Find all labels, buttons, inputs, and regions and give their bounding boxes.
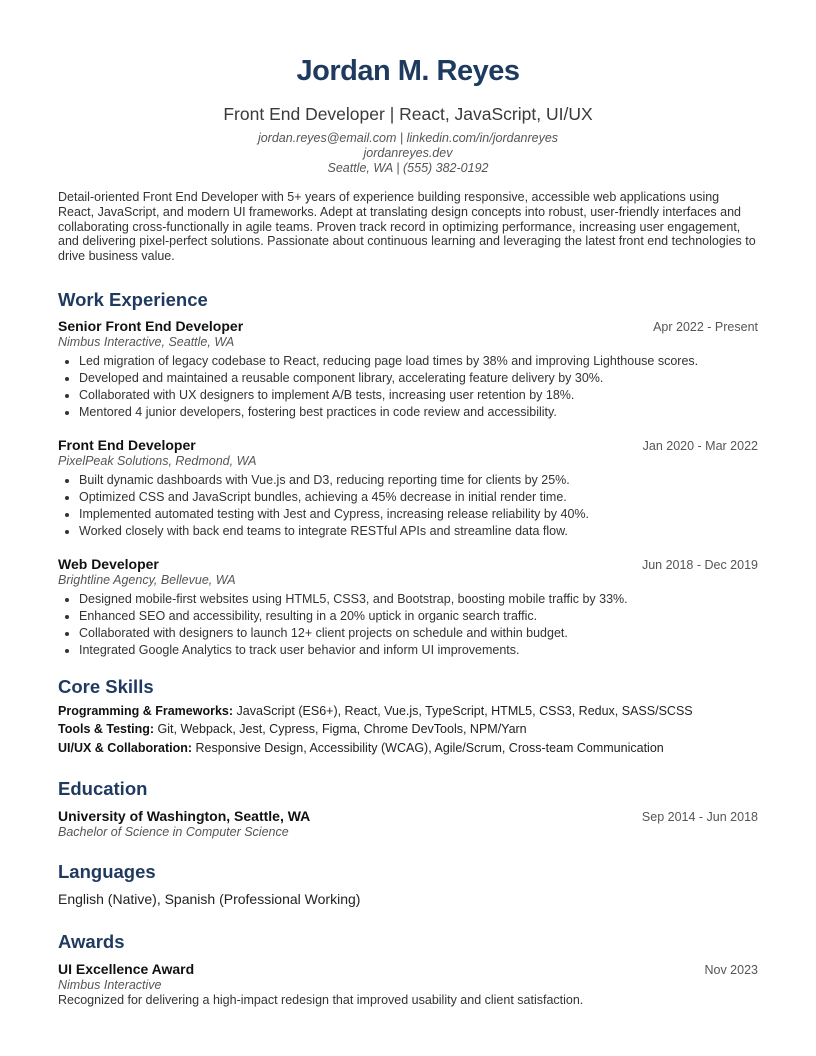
skills-list [58, 702, 758, 758]
resume-header [0, 0, 816, 176]
contact-line-website: jordanreyes.dev [363, 146, 453, 160]
skill-category: Tools & Testing: [58, 722, 155, 737]
job-entry [58, 318, 758, 421]
job-company: Brightline Agency, Bellevue, WA [58, 572, 236, 587]
education-entry [58, 808, 758, 840]
job-bullet: • Collaborated with UX designers to implement A/B tests, increasing user retention by 18%. [79, 387, 758, 404]
skill-items: Git, Webpack, Jest, Cypress, Figma, Chrome DevTools, NPM/Yarn [157, 722, 527, 737]
job-bullet: • Developed and maintained a reusable component library, accelerating feature delivery by 30%. [79, 370, 758, 387]
job-bullet: • Implemented automated testing with Jest and Cypress, increasing release reliability by 40%. [79, 506, 758, 523]
skill-line [58, 739, 758, 758]
award-description: Recognized for delivering a high-impact redesign that improved usability and client satisfaction. [58, 993, 584, 1008]
job-bullet: • Designed mobile-first websites using HTML5, CSS3, and Bootstrap, boosting mobile traffic by 33%. [79, 591, 758, 608]
job-entry [58, 437, 758, 540]
job-bullets [58, 353, 758, 421]
skill-category: Programming & Frameworks: [58, 703, 234, 718]
award-date: Nov 2023 [704, 963, 758, 978]
skill-items: JavaScript (ES6+), React, Vue.js, TypeScript, HTML5, CSS3, Redux, SASS/SCSS [236, 703, 693, 718]
headline: Front End Developer | React, JavaScript, UI/UX [223, 104, 593, 124]
award-title: UI Excellence Award [58, 961, 195, 978]
degree: Bachelor of Science in Computer Science [58, 825, 289, 840]
professional-summary: Detail-oriented Front End Developer with 5+ years of experience building responsive, accessible web applications using React, JavaScript, and modern UI frameworks. Adept at translating design concepts into robust, user-friendly interfaces and collaborating cross-functionally in agile teams. Proven track record in optimizing performance, increasing user engagement, and delivering pixel-perfect solutions. Passionate about continuous learning and leveraging the latest front end technologies to drive business value. [58, 190, 756, 264]
job-bullets [58, 472, 758, 540]
job-bullets [58, 591, 758, 659]
job-bullet: • Optimized CSS and JavaScript bundles, achieving a 45% decrease in initial render time. [79, 489, 758, 506]
section-title-education: Education [58, 778, 148, 800]
section-title-awards: Awards [58, 931, 125, 953]
contact-line-location-phone: Seattle, WA | (555) 382-0192 [327, 161, 489, 175]
job-dates: Jan 2020 - Mar 2022 [642, 438, 758, 453]
award-entry [58, 961, 758, 1008]
job-company: PixelPeak Solutions, Redmond, WA [58, 453, 257, 468]
job-bullet: • Led migration of legacy codebase to React, reducing page load times by 38% and improving Lighthouse scores. [79, 353, 758, 370]
section-title-languages: Languages [58, 861, 156, 883]
job-title: Senior Front End Developer [58, 317, 244, 334]
skill-line [58, 720, 758, 739]
resume-content [58, 190, 758, 1008]
education-dates: Sep 2014 - Jun 2018 [641, 810, 758, 825]
skill-line [58, 702, 758, 721]
job-bullet: • Enhanced SEO and accessibility, resulting in a 20% uptick in organic search traffic. [79, 608, 758, 625]
section-title-experience: Work Experience [58, 288, 208, 310]
job-bullet: • Built dynamic dashboards with Vue.js and D3, reducing reporting time for clients by 25%. [79, 472, 758, 489]
candidate-name: Jordan M. Reyes [296, 55, 520, 87]
job-entry [58, 556, 758, 659]
school-name: University of Washington, Seattle, WA [58, 808, 311, 825]
award-organization: Nimbus Interactive [58, 978, 162, 993]
job-title: Front End Developer [58, 436, 196, 453]
job-bullet: • Mentored 4 junior developers, fostering best practices in code review and accessibility. [79, 404, 758, 421]
job-bullet: • Worked closely with back end teams to integrate RESTful APIs and streamline data flow. [79, 523, 758, 540]
job-dates: Jun 2018 - Dec 2019 [641, 557, 758, 572]
job-bullet: • Integrated Google Analytics to track user behavior and inform UI improvements. [79, 642, 758, 659]
contact-line-email-linkedin: jordan.reyes@email.com | linkedin.com/in/jordanreyes [257, 131, 559, 145]
job-dates: Apr 2022 - Present [653, 319, 758, 334]
skill-items: Responsive Design, Accessibility (WCAG), Agile/Scrum, Cross-team Communication [195, 740, 664, 755]
job-bullet: • Collaborated with designers to launch 12+ client projects on schedule and within budget. [79, 625, 758, 642]
job-title: Web Developer [58, 555, 159, 572]
languages-text: English (Native), Spanish (Professional Working) [58, 891, 361, 908]
section-title-skills: Core Skills [58, 675, 154, 697]
skill-category: UI/UX & Collaboration: [58, 740, 193, 755]
job-company: Nimbus Interactive, Seattle, WA [58, 334, 235, 349]
